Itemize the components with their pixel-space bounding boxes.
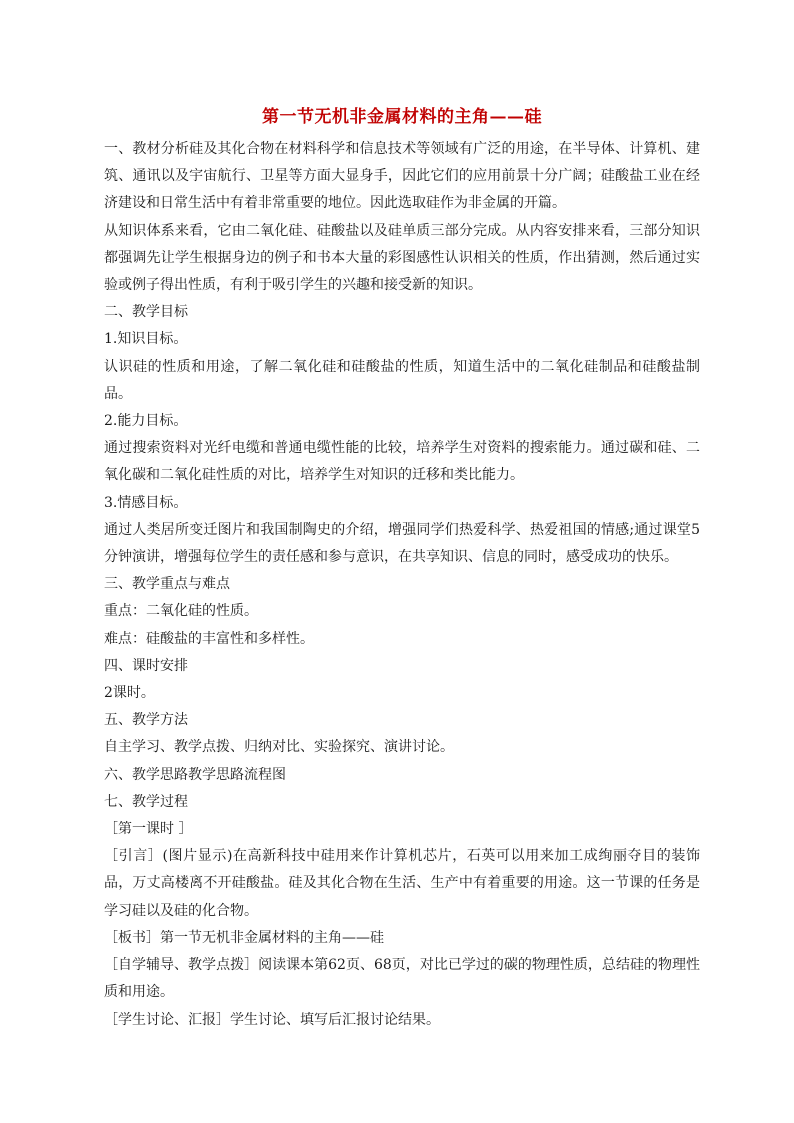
paragraph-knowledge-goal: 认识硅的性质和用途，了解二氧化硅和硅酸盐的性质，知道生活中的二氧化硅制品和硅酸盐制品。	[104, 358, 700, 402]
paragraph-knowledge-system: 从知识体系来看，它由二氧化硅、硅酸盐以及硅单质三部分完成。从内容安排来看，三部分知识都强调先让学生根据身边的例子和书本大量的彩图感性认识相关的性质，作出猜测，然后通过实验或例子得出性质，有利于吸引学生的兴趣和接受新的知识。	[104, 222, 700, 294]
paragraph-difficult-point: 难点：硅酸盐的丰富性和多样性。	[104, 630, 314, 647]
paragraph-schedule: 2课时。	[104, 685, 155, 702]
paragraph-ability-goal: 通过搜索资料对光纤电缆和普通电缆性能的比较，培养学生对资料的搜索能力。通过碳和硅、二氧化碳和二氧化硅性质的对比，培养学生对知识的迁移和类比能力。	[104, 440, 700, 484]
paragraph-key-point: 重点：二氧化硅的性质。	[104, 603, 258, 620]
subheading-ability-goal: 2.能力目标。	[104, 413, 188, 430]
document-page	[104, 104, 700, 1034]
heading-schedule: 四、课时安排	[104, 657, 188, 674]
paragraph-textbook-analysis: 一、教材分析硅及其化合物在材料科学和信息技术等领域有广泛的用途，在半导体、计算机、建筑、通讯以及宇宙航行、卫星等方面大显身手，因此它们的应用前景十分广阔；硅酸盐工业在经济建设和日常生活中有着非常重要的地位。因此选取硅作为非金属的开篇。	[104, 141, 700, 212]
heading-process: 七、教学过程	[104, 793, 188, 810]
subheading-emotion-goal: 3.情感目标。	[104, 494, 188, 511]
heading-key-points: 三、教学重点与难点	[104, 576, 230, 593]
paragraph-first-lesson: ［第一课时 ］	[104, 821, 193, 838]
paragraph-discussion: ［学生讨论、汇报］学生讨论、填写后汇报讨论结果。	[104, 1011, 440, 1028]
paragraph-introduction: ［引言］(图片显示)在高新科技中硅用来作计算机芯片，石英可以用来加工成绚丽夺目的装饰品，万丈高楼离不开硅酸盐。硅及其化合物在生活、生产中有着重要的用途。这一节课的任务是学习硅以及硅的化合物。	[104, 848, 700, 919]
document-title: 第一节无机非金属材料的主角——硅	[262, 107, 542, 127]
paragraph-self-study: ［自学辅导、教学点拨］阅读课本第62页、68页，对比已学过的碳的物理性质，总结硅的物理性质和用途。	[104, 957, 700, 1001]
heading-methods: 五、教学方法	[104, 712, 188, 729]
paragraph-methods: 自主学习、教学点拨、归纳对比、实验探究、演讲讨论。	[104, 739, 454, 756]
heading-teaching-goals: 二、教学目标	[104, 304, 188, 321]
paragraph-board-writing: ［板书］第一节无机非金属材料的主角——硅	[104, 929, 384, 946]
heading-flowchart: 六、教学思路教学思路流程图	[104, 766, 286, 783]
paragraph-emotion-goal: 通过人类居所变迁图片和我国制陶史的介绍，增强同学们热爱科学、热爱祖国的情感;通过课堂5分钟演讲，增强每位学生的责任感和参与意识，在共享知识、信息的同时，感受成功的快乐。	[104, 521, 700, 566]
document-body	[104, 136, 700, 1034]
subheading-knowledge-goal: 1.知识目标。	[104, 331, 188, 348]
